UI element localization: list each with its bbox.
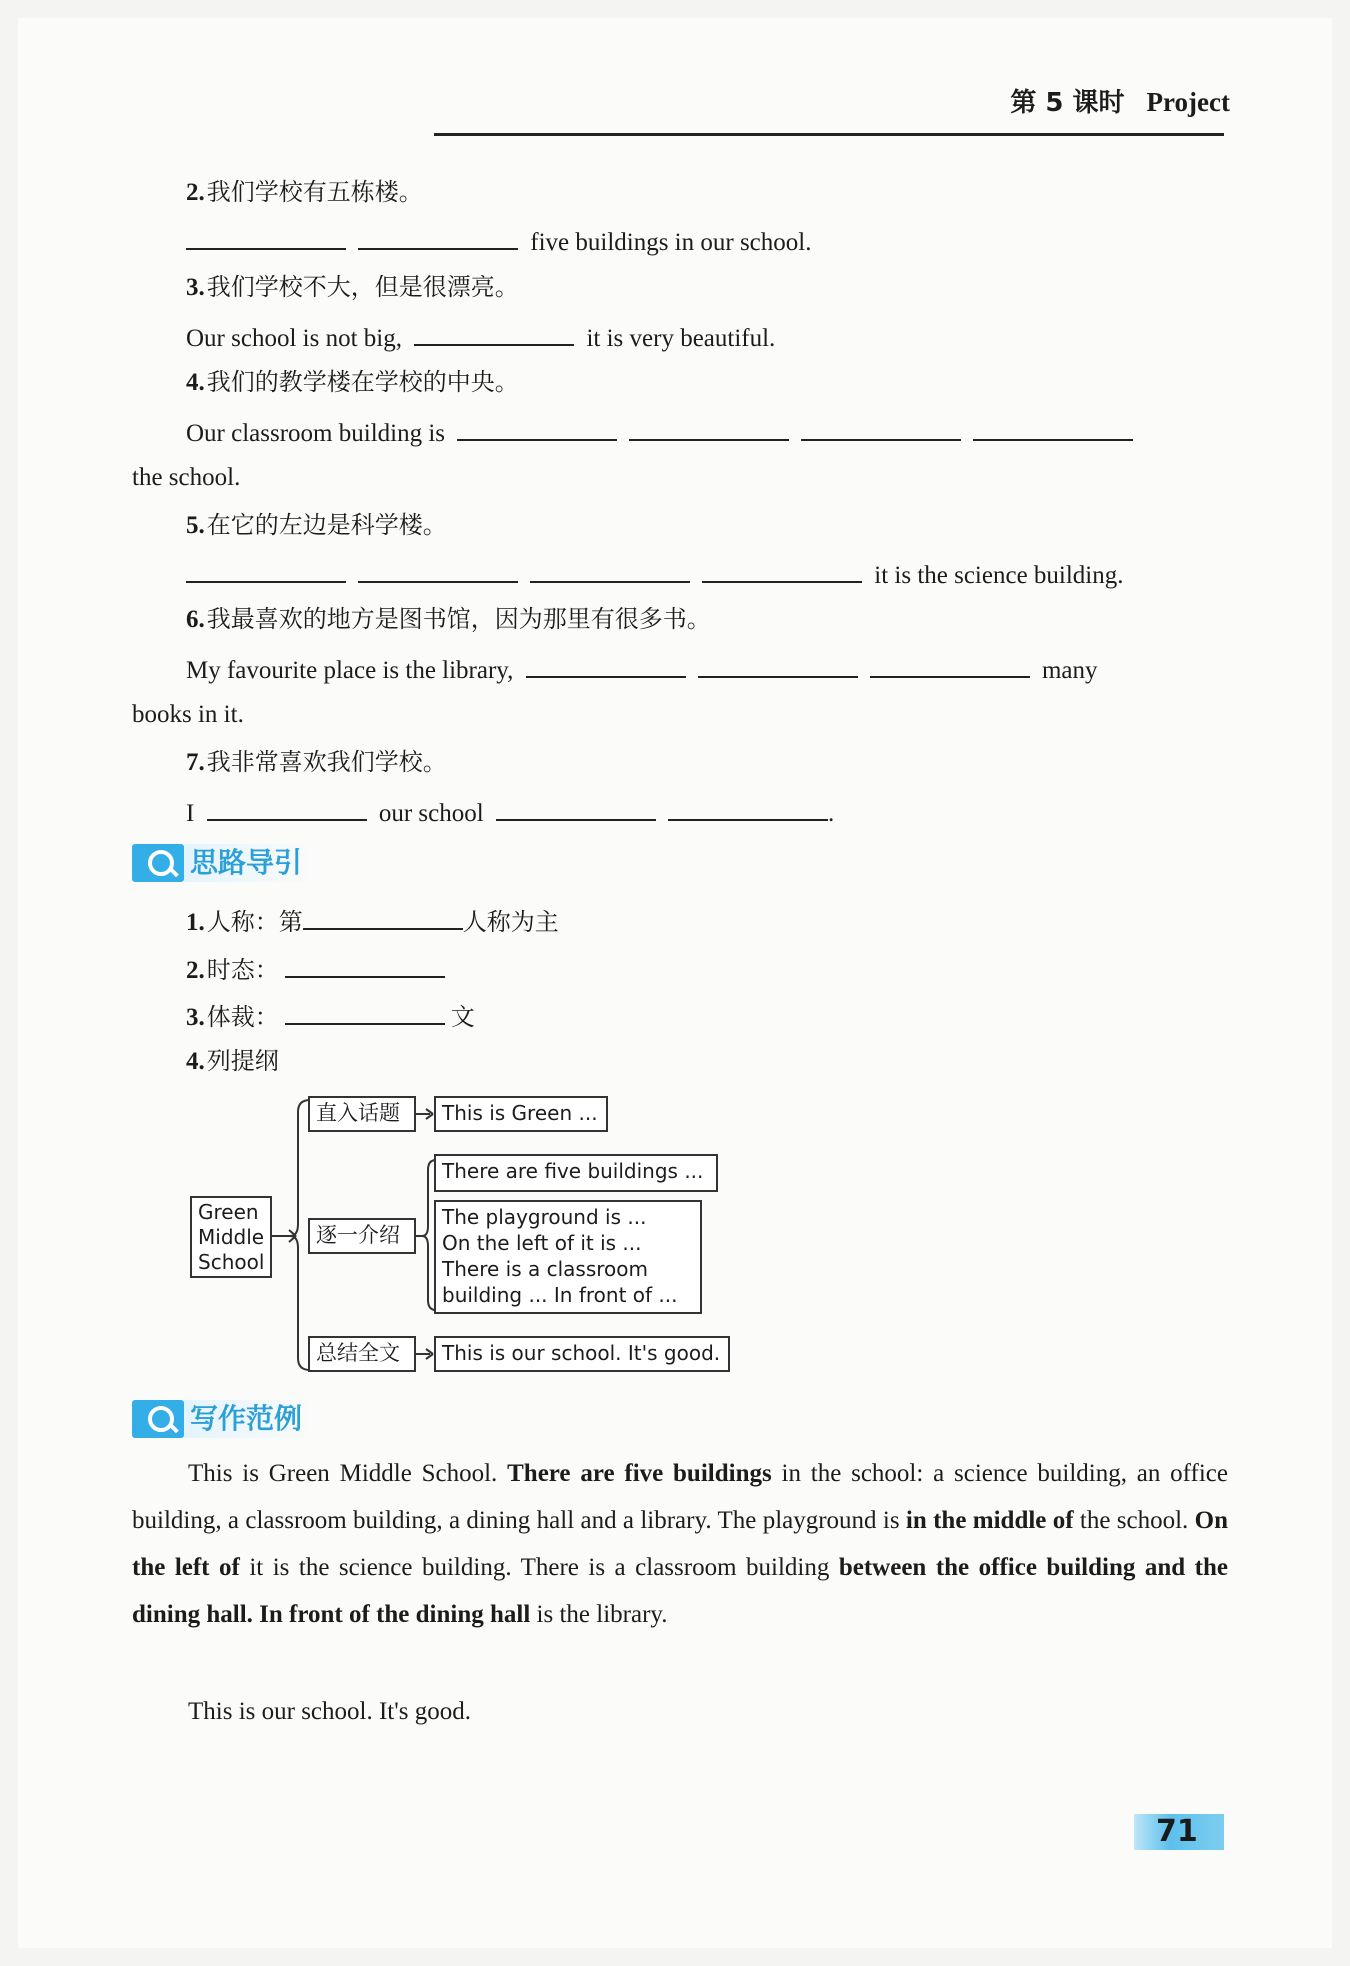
guide-title: 思路导引 [184,844,316,882]
sample-section-tag [132,1398,316,1440]
outline-intro-label: 直入话题 [308,1096,416,1132]
outline-intro-text: This is Green ... [434,1096,608,1132]
guide-item-2: 2.时态： [186,954,451,983]
outline-end-label: 总结全文 [308,1336,416,1372]
guide-item-1: 1.人称：第 人称为主 [186,908,559,936]
exercise-7-en: I our school . [186,797,834,826]
outline-end-text: This is our school. It's good. [434,1336,730,1372]
lesson-label: 第 5 课时 [1010,88,1125,118]
page-number-badge [1134,1814,1224,1850]
exercise-6-cont: books in it. [132,701,244,728]
sample-title: 写作范例 [184,1400,316,1438]
exercise-2-en: five buildings in our school. [186,226,811,255]
exercise-3-cn: 3.我们学校不大，但是很漂亮。 [186,273,519,301]
outline-body-label: 逐一介绍 [308,1218,416,1254]
exercise-7-cn: 7.我非常喜欢我们学校。 [186,748,447,776]
outline-root: Green Middle School [190,1196,272,1278]
sample-paragraph-2: This is our school. It's good. [188,1698,471,1725]
exercise-3-en: Our school is not big, it is very beautiful. [186,322,775,351]
exercise-6-cn: 6.我最喜欢的地方是图书馆，因为那里有很多书。 [186,605,711,633]
lesson-title: Project [1146,87,1230,117]
outline-body-text-2: The playground is ... On the left of it is ... There is a classroom building ... In front of ... [434,1200,702,1314]
exercise-2-cn: 2.我们学校有五栋楼。 [186,178,423,206]
guide-item-3: 3.体裁： 文 [186,1003,475,1031]
guide-item-4: 4.列提纲 [186,1047,279,1075]
magnifier-icon [132,1400,184,1438]
sample-paragraph-1: This is Green Middle School. There are five buildings in the school: a science building, an office building, a classroom building, a dining hall and a library. The playground is in the middle of the school. On the left of it is the science building. There is a classroom building between the office building and the dining hall. In front of the dining hall is the library. [132,1460,1229,1628]
exercise-4-cn: 4.我们的教学楼在学校的中央。 [186,368,519,396]
page-number: 71 [1156,1814,1198,1849]
exercise-5-en: it is the science building. [186,559,1124,588]
outline-body-text-1: There are five buildings ... [434,1154,718,1192]
exercise-6-en: My favourite place is the library, many [186,654,1097,683]
exercise-4-en: Our classroom building is [186,417,1139,446]
exercise-5-cn: 5.在它的左边是科学楼。 [186,511,447,539]
exercise-4-cont: the school. [132,464,241,491]
